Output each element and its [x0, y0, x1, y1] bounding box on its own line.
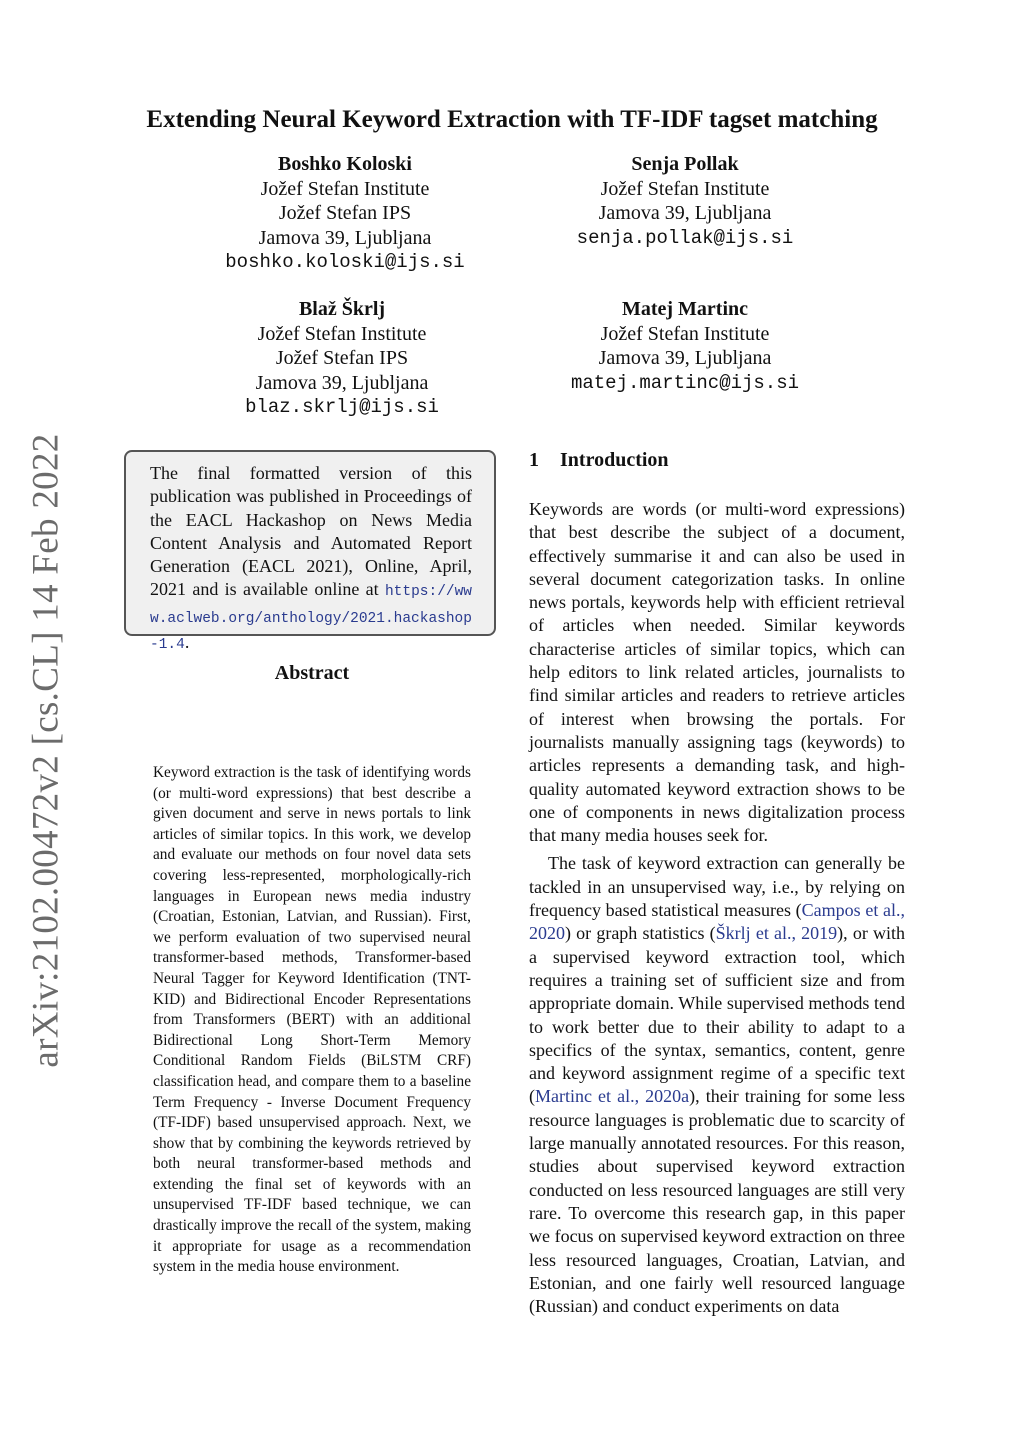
text-run: ), or with a supervised keyword extraction tool, which requires a training set of sufficient size and from appropriate domain. While supervised methods tend to work better due to their ability to adapt to a specifics of the syntax, semantics, content, genre and keyword assignment regime of a specific text (: [529, 923, 905, 1107]
text-run: ), their training for some less resource languages is problematic due to scarcity of large manually annotated resources. For this reason, studies about supervised keyword extraction conducted on less resourced languages are still very rare. To overcome this research gap, in this paper we focus on supervised keyword extraction on three less resourced languages, Croatian, Latvian, and Estonian, and one fairly well resourced language (Russian) and conduct experiments on data: [529, 1086, 905, 1317]
author-name: Boshko Koloski: [278, 153, 412, 175]
author-block-skrlj: [162, 297, 522, 420]
author-affiliation: Jožef Stefan Institute: [600, 177, 770, 200]
citation-link[interactable]: Campos et al., 2020: [529, 900, 905, 944]
introduction-body: [529, 498, 905, 1318]
section-heading-introduction: [529, 449, 669, 472]
notice-end: .: [184, 632, 190, 653]
author-affiliation: Jožef Stefan Institute: [600, 322, 770, 345]
arxiv-identifier: [16, 432, 76, 1068]
abstract-heading: Abstract: [274, 662, 350, 684]
intro-paragraph-2: [529, 852, 905, 1318]
citation-link[interactable]: Škrlj et al., 2019: [715, 923, 838, 944]
author-address: Jamova 39, Ljubljana: [598, 202, 772, 224]
section-title: Introduction: [560, 449, 669, 471]
text-run: The task of keyword extraction can generally be tackled in an unsupervised way, i.e., by relying on frequency based statistical measures (: [529, 853, 905, 921]
author-block-pollak: [505, 152, 865, 250]
author-email[interactable]: matej.martinc@ijs.si: [570, 371, 800, 394]
intro-paragraph-1: Keywords are words (or multi-word expressions) that best describe the subject of a document, effectively summarise it and can also be used in several document categorization tasks. In online news portals, keywords help with efficient retrieval of articles when needed. Similar keywords characterise articles of similar topics, which can help editors to link related articles, journalists to find similar articles and readers to retrieve articles of interest when browsing the portals. For journalists manually assigning tags (keywords) to articles represents a demanding task, and high-quality automated keyword extraction shows to be one of components in news digitalization process that many media houses seek for.: [529, 499, 905, 846]
author-affiliation: Jožef Stefan IPS: [278, 202, 412, 224]
notice-text: The final formatted version of this publication was published in Proceedings of the EACL Hackashop on News Media Content Analysis and Automated Report Generation (EACL 2021), Online, April, 2021 and is available online at: [150, 463, 472, 600]
author-block-martinc: [505, 297, 865, 395]
arxiv-identifier-text: arXiv:2102.00472v2 [cs.CL] 14 Feb 2022: [25, 432, 67, 1068]
paper-title: Extending Neural Keyword Extraction with TF-IDF tagset matching: [146, 106, 878, 133]
author-email[interactable]: boshko.koloski@ijs.si: [225, 251, 465, 273]
author-email[interactable]: senja.pollak@ijs.si: [576, 226, 794, 249]
author-address: Jamova 39, Ljubljana: [598, 347, 772, 369]
publication-notice-box: [124, 450, 496, 654]
section-number: 1: [529, 449, 539, 471]
author-affiliation: Jožef Stefan Institute: [257, 322, 427, 345]
notice-url-link[interactable]: https://www.aclweb.org/anthology/2021.hackashop-1.4: [150, 584, 472, 654]
citation-link[interactable]: Martinc et al., 2020a: [535, 1086, 690, 1107]
abstract-text: Keyword extraction is the task of identifying words (or multi-word expressions) that best describe a given document and serve in news portals to link articles of similar topics. In this work, we develop and evaluate our methods on four novel data sets covering less-represented, morphologically-rich languages in European news media industry (Croatian, Estonian, Latvian, and Russian). First, we perform evaluation of two supervised neural transformer-based methods, Transformer-based Neural Tagger for Keyword Identification (TNT-KID) and Bidirectional Encoder Representations from Transformers (BERT) with an additional Bidirectional Long Short-Term Memory Conditional Random Fields (BiLSTM CRF) classification head, and compare them to a baseline Term Frequency - Inverse Document Frequency (TF-IDF) based unsupervised approach. Next, we show that by combining the keywords retrieved by both neural transformer-based methods and extending the final set of keywords with an unsupervised TF-IDF based technique, we can drastically improve the recall of the system, making it appropriate for usage as a recommendation system in the media house environment.: [153, 764, 471, 1276]
author-name: Matej Martinc: [621, 298, 749, 320]
author-address: Jamova 39, Ljubljana: [255, 371, 429, 394]
author-name: Senja Pollak: [631, 153, 739, 175]
author-affiliation: Jožef Stefan IPS: [275, 347, 409, 369]
author-address: Jamova 39, Ljubljana: [258, 226, 432, 249]
text-run: ) or graph statistics (: [565, 923, 716, 944]
author-block-koloski: [165, 152, 525, 275]
author-email[interactable]: blaz.skrlj@ijs.si: [245, 396, 439, 418]
author-name: Blaž Škrlj: [298, 298, 386, 320]
author-affiliation: Jožef Stefan Institute: [260, 177, 430, 200]
